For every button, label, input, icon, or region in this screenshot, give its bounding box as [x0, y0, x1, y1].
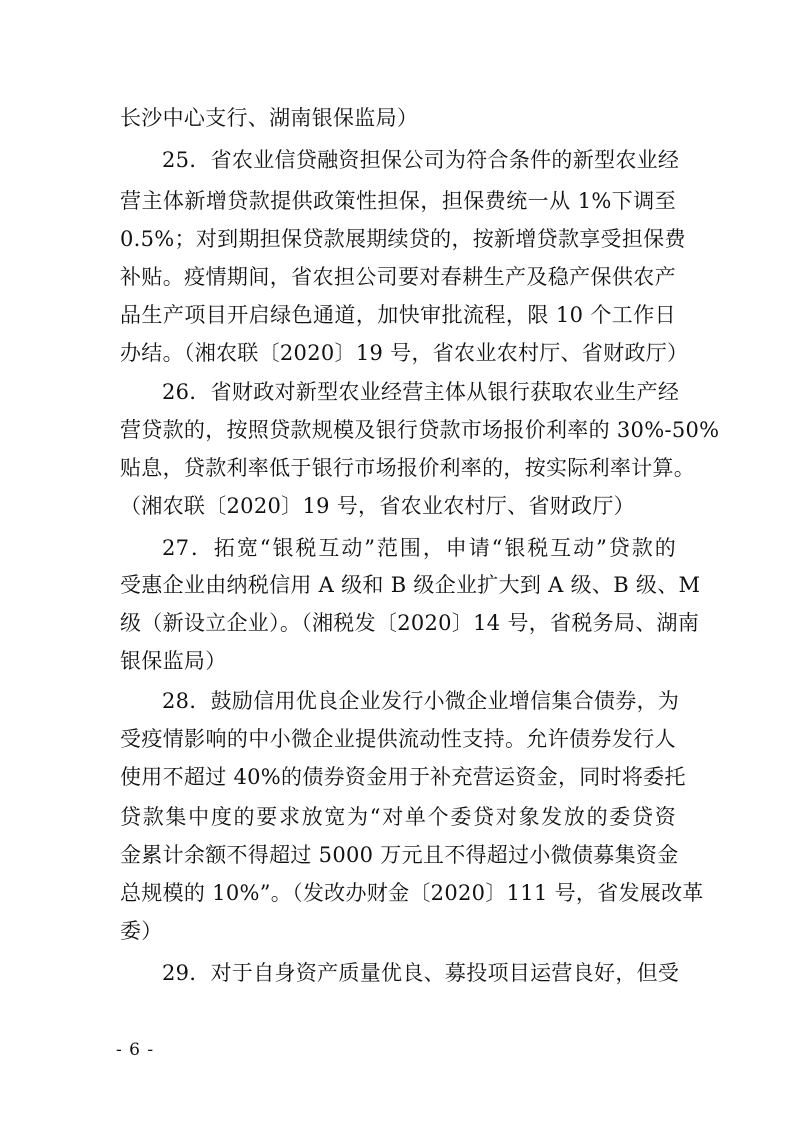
text-line: 长沙中心支行、湖南银保监局）	[120, 106, 419, 130]
text-line: 总规模的 10%”。（发改办财金〔2020〕111 号，省发展改革	[120, 881, 704, 905]
paragraph-26-start: 26．省财政对新型农业经营主体从银行获取农业生产经	[162, 380, 680, 404]
paragraph-28-start: 28．鼓励信用优良企业发行小微企业增信集合债券，为	[162, 689, 680, 713]
page-number: - 6 -	[116, 1040, 155, 1060]
text-line: 营主体新增贷款提供政策性担保，担保费统一从 1%下调至	[120, 189, 676, 213]
text-line: 办结。（湘农联〔2020〕19 号，省农业农村厅、省财政厅）	[120, 341, 689, 365]
text-line: 银保监局）	[120, 649, 227, 673]
text-line: 使用不超过 40%的债券资金用于补充营运资金，同时将委托	[120, 765, 686, 789]
text-line: 金累计余额不得超过 5000 万元且不得超过小微债募集资金	[120, 843, 679, 867]
text-line: 贴息，贷款利率低于银行市场报价利率的，按实际利率计算。	[120, 456, 696, 480]
text-line: 营贷款的，按照贷款规模及银行贷款市场报价利率的 30%-50%	[120, 418, 720, 442]
text-line: 0.5%；对到期担保贷款展期续贷的，按新增贷款享受担保费	[120, 227, 686, 251]
paragraph-27-start: 27．拓宽“银税互动”范围，申请“银税互动”贷款的	[162, 536, 676, 560]
text-line: 级（新设立企业）。（湘税发〔2020〕14 号，省税务局、湖南	[120, 611, 700, 635]
text-line: 委）	[120, 919, 163, 943]
text-line: 受惠企业由纳税信用 A 级和 B 级企业扩大到 A 级、B 级、M	[120, 573, 701, 597]
text-line: 受疫情影响的中小微企业提供流动性支持。允许债券发行人	[120, 727, 676, 751]
text-line: 补贴。疫情期间，省农担公司要对春耕生产及稳产保供农产	[120, 265, 676, 289]
text-line: 品生产项目开启绿色通道，加快审批流程，限 10 个工作日	[120, 303, 676, 327]
paragraph-25-start: 25．省农业信贷融资担保公司为符合条件的新型农业经	[162, 148, 680, 172]
text-line: （湘农联〔2020〕19 号，省农业农村厅、省财政厅）	[120, 494, 635, 518]
text-line: 贷款集中度的要求放宽为“对单个委贷对象发放的委贷资	[120, 805, 676, 829]
paragraph-29-start: 29．对于自身资产质量优良、募投项目运营良好，但受	[162, 961, 680, 985]
